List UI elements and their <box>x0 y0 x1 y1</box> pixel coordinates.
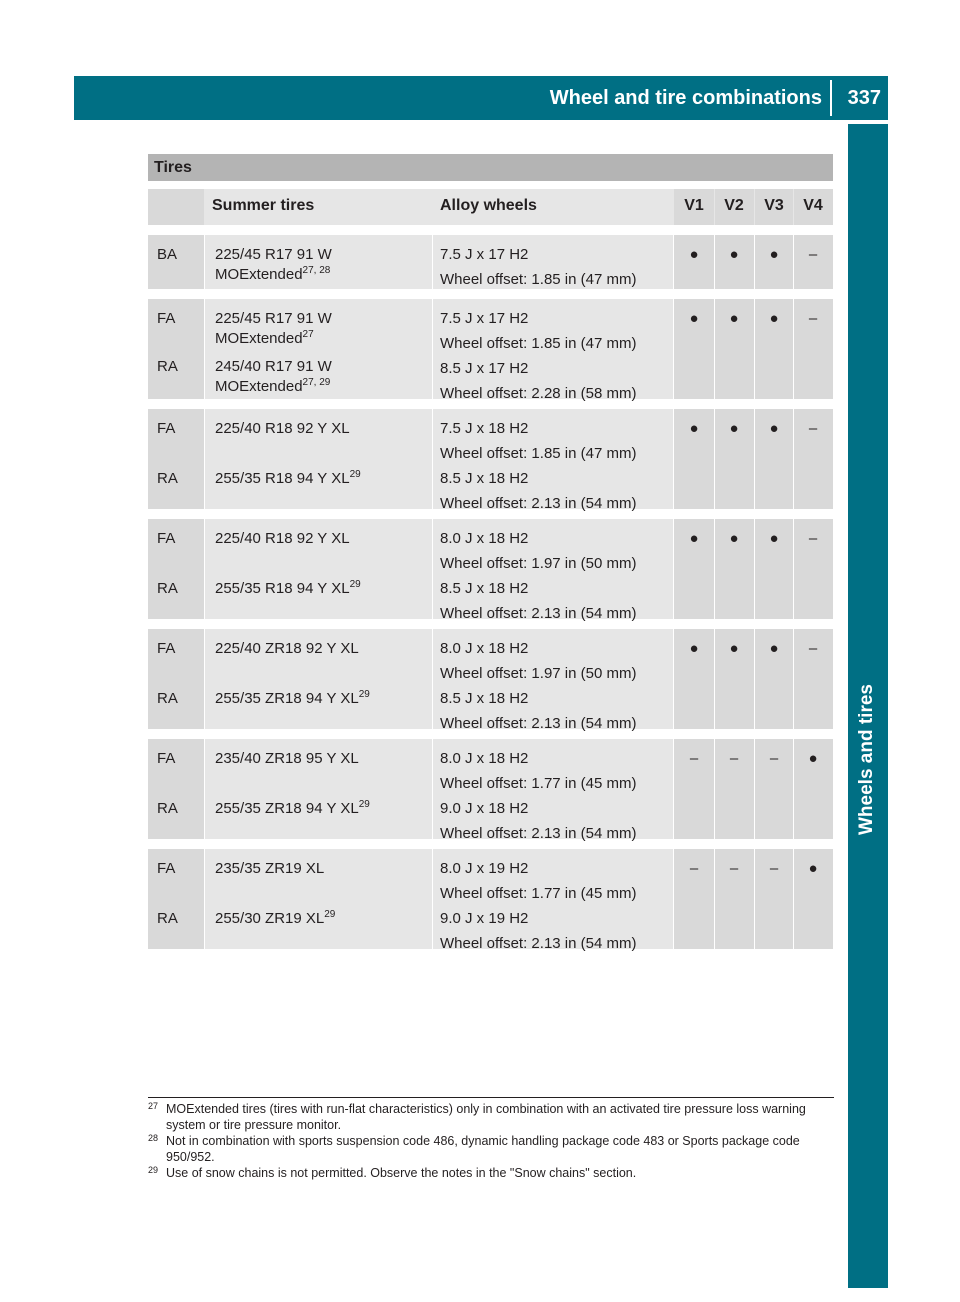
variant-mark-v1: ● <box>689 530 699 547</box>
variant-mark-v1: – <box>689 750 699 767</box>
wheel-size: 9.0 J x 19 H2 <box>440 910 529 927</box>
variant-mark-v1: ● <box>689 246 699 263</box>
tire-size: 255/30 ZR19 XL$^{29}$ <box>215 909 336 927</box>
tire-size: 245/40 R17 91 W MOExtended$^{27, 29}$ <box>215 358 332 395</box>
table-row <box>148 235 833 289</box>
variant-mark-v4: – <box>808 310 818 327</box>
tire-table <box>148 154 833 952</box>
table-row <box>148 849 833 952</box>
tire-size: 225/40 R18 92 Y XL <box>215 530 350 547</box>
wheel-offset: Wheel offset: 2.13 in (54 mm) <box>440 495 637 512</box>
variant-mark-v1: ● <box>689 310 699 327</box>
wheel-size: 8.5 J x 18 H2 <box>440 690 529 707</box>
footnote <box>148 1165 834 1181</box>
table-row <box>148 409 833 512</box>
wheel-offset: Wheel offset: 2.13 in (54 mm) <box>440 935 637 952</box>
footnote-text: Not in combination with sports suspension code 486, dynamic handling package code 483 or Sports package code 950/952. <box>166 1134 800 1164</box>
variant-mark-v2: ● <box>729 530 739 547</box>
variant-mark-v3: ● <box>769 640 779 657</box>
variant-mark-v4: ● <box>808 860 818 877</box>
footnote-text: Use of snow chains is not permitted. Observe the notes in the "Snow chains" section. <box>166 1166 637 1180</box>
table-row <box>148 299 833 402</box>
footnote-text: MOExtended tires (tires with run-flat characteristics) only in combination with an activated tire pressure loss warning system or tire pressure monitor. <box>166 1102 806 1132</box>
table-row <box>148 739 833 842</box>
variant-mark-v1: – <box>689 860 699 877</box>
header-divider <box>830 80 832 116</box>
variant-mark-v4: – <box>808 530 818 547</box>
wheel-size: 7.5 J x 17 H2 <box>440 310 529 327</box>
tire-size: 225/45 R17 91 W MOExtended$^{27, 28}$ <box>215 246 332 283</box>
variant-mark-v2: – <box>729 860 739 877</box>
wheel-size: 8.0 J x 19 H2 <box>440 860 529 877</box>
section-title: Wheel and tire combinations <box>549 87 822 109</box>
axle-position: FA <box>157 310 176 327</box>
wheel-offset: Wheel offset: 1.77 in (45 mm) <box>440 885 637 902</box>
column-header-alloy-wheels: Alloy wheels <box>440 197 537 214</box>
variant-mark-v4: – <box>808 640 818 657</box>
wheel-offset: Wheel offset: 1.85 in (47 mm) <box>440 445 637 462</box>
variant-mark-v1: ● <box>689 640 699 657</box>
variant-mark-v2: ● <box>729 420 739 437</box>
axle-position: FA <box>157 750 176 767</box>
wheel-size: 8.5 J x 18 H2 <box>440 470 529 487</box>
wheel-size: 9.0 J x 18 H2 <box>440 800 529 817</box>
table-row <box>148 519 833 622</box>
variant-mark-v4: – <box>808 246 818 263</box>
tire-size: 255/35 R18 94 Y XL$^{29}$ <box>215 469 361 487</box>
variant-mark-v3: – <box>769 750 779 767</box>
wheel-size: 7.5 J x 17 H2 <box>440 246 529 263</box>
tire-size: 235/40 ZR18 95 Y XL <box>215 750 359 767</box>
variant-mark-v2: ● <box>729 640 739 657</box>
tire-size: 255/35 ZR18 94 Y XL$^{29}$ <box>215 799 370 817</box>
variant-mark-v1: ● <box>689 420 699 437</box>
variant-mark-v3: ● <box>769 420 779 437</box>
axle-position: RA <box>157 358 178 375</box>
wheel-size: 8.0 J x 18 H2 <box>440 750 529 767</box>
tire-size: 225/45 R17 91 W MOExtended$^{27}$ <box>215 310 332 347</box>
axle-position: FA <box>157 420 176 437</box>
variant-mark-v3: ● <box>769 310 779 327</box>
chapter-tab <box>848 124 888 1288</box>
chapter-tab-label: Wheels and tires <box>856 684 877 835</box>
tire-size: 255/35 R18 94 Y XL$^{29}$ <box>215 579 361 597</box>
variant-mark-v2: ● <box>729 310 739 327</box>
footnote-number: 28 <box>148 1133 159 1143</box>
axle-position: FA <box>157 530 176 547</box>
tire-size: 225/40 ZR18 92 Y XL <box>215 640 359 657</box>
table-row <box>148 629 833 732</box>
footnote <box>148 1133 834 1165</box>
footnote <box>148 1101 834 1133</box>
column-header-v1: V1 <box>684 197 704 214</box>
variant-mark-v4: – <box>808 420 818 437</box>
axle-position: RA <box>157 910 178 927</box>
table-title: Tires <box>148 154 833 181</box>
axle-position: FA <box>157 860 176 877</box>
variant-mark-v3: – <box>769 860 779 877</box>
wheel-offset: Wheel offset: 1.97 in (50 mm) <box>440 555 637 572</box>
wheel-size: 8.5 J x 18 H2 <box>440 580 529 597</box>
column-header-summer-tires: Summer tires <box>212 197 315 214</box>
variant-mark-v2: ● <box>729 246 739 263</box>
wheel-offset: Wheel offset: 2.13 in (54 mm) <box>440 825 637 842</box>
wheel-size: 8.0 J x 18 H2 <box>440 640 529 657</box>
wheel-offset: Wheel offset: 2.28 in (58 mm) <box>440 385 637 402</box>
footnote-number: 27 <box>148 1101 159 1111</box>
footnotes <box>148 1097 834 1181</box>
wheel-offset: Wheel offset: 2.13 in (54 mm) <box>440 715 637 732</box>
wheel-offset: Wheel offset: 1.97 in (50 mm) <box>440 665 637 682</box>
wheel-offset: Wheel offset: 1.85 in (47 mm) <box>440 271 637 288</box>
axle-position: FA <box>157 640 176 657</box>
tire-size: 255/35 ZR18 94 Y XL$^{29}$ <box>215 689 370 707</box>
variant-mark-v2: – <box>729 750 739 767</box>
variant-mark-v3: ● <box>769 246 779 263</box>
column-header-v3: V3 <box>764 197 784 214</box>
page-header <box>74 76 888 120</box>
wheel-size: 7.5 J x 18 H2 <box>440 420 529 437</box>
table-header-row <box>148 189 833 225</box>
axle-position: RA <box>157 470 178 487</box>
wheel-size: 8.5 J x 17 H2 <box>440 360 529 377</box>
tire-size: 225/40 R18 92 Y XL <box>215 420 350 437</box>
variant-mark-v3: ● <box>769 530 779 547</box>
variant-mark-v4: ● <box>808 750 818 767</box>
tire-size: 235/35 ZR19 XL <box>215 860 325 877</box>
column-header-v4: V4 <box>803 197 823 214</box>
axle-position: RA <box>157 690 178 707</box>
axle-position: BA <box>157 246 178 263</box>
axle-position: RA <box>157 580 178 597</box>
wheel-offset: Wheel offset: 2.13 in (54 mm) <box>440 605 637 622</box>
page-number: 337 <box>847 87 881 109</box>
column-header-v2: V2 <box>724 197 744 214</box>
footnote-number: 29 <box>148 1165 159 1175</box>
wheel-offset: Wheel offset: 1.77 in (45 mm) <box>440 775 637 792</box>
wheel-offset: Wheel offset: 1.85 in (47 mm) <box>440 335 637 352</box>
wheel-size: 8.0 J x 18 H2 <box>440 530 529 547</box>
axle-position: RA <box>157 800 178 817</box>
